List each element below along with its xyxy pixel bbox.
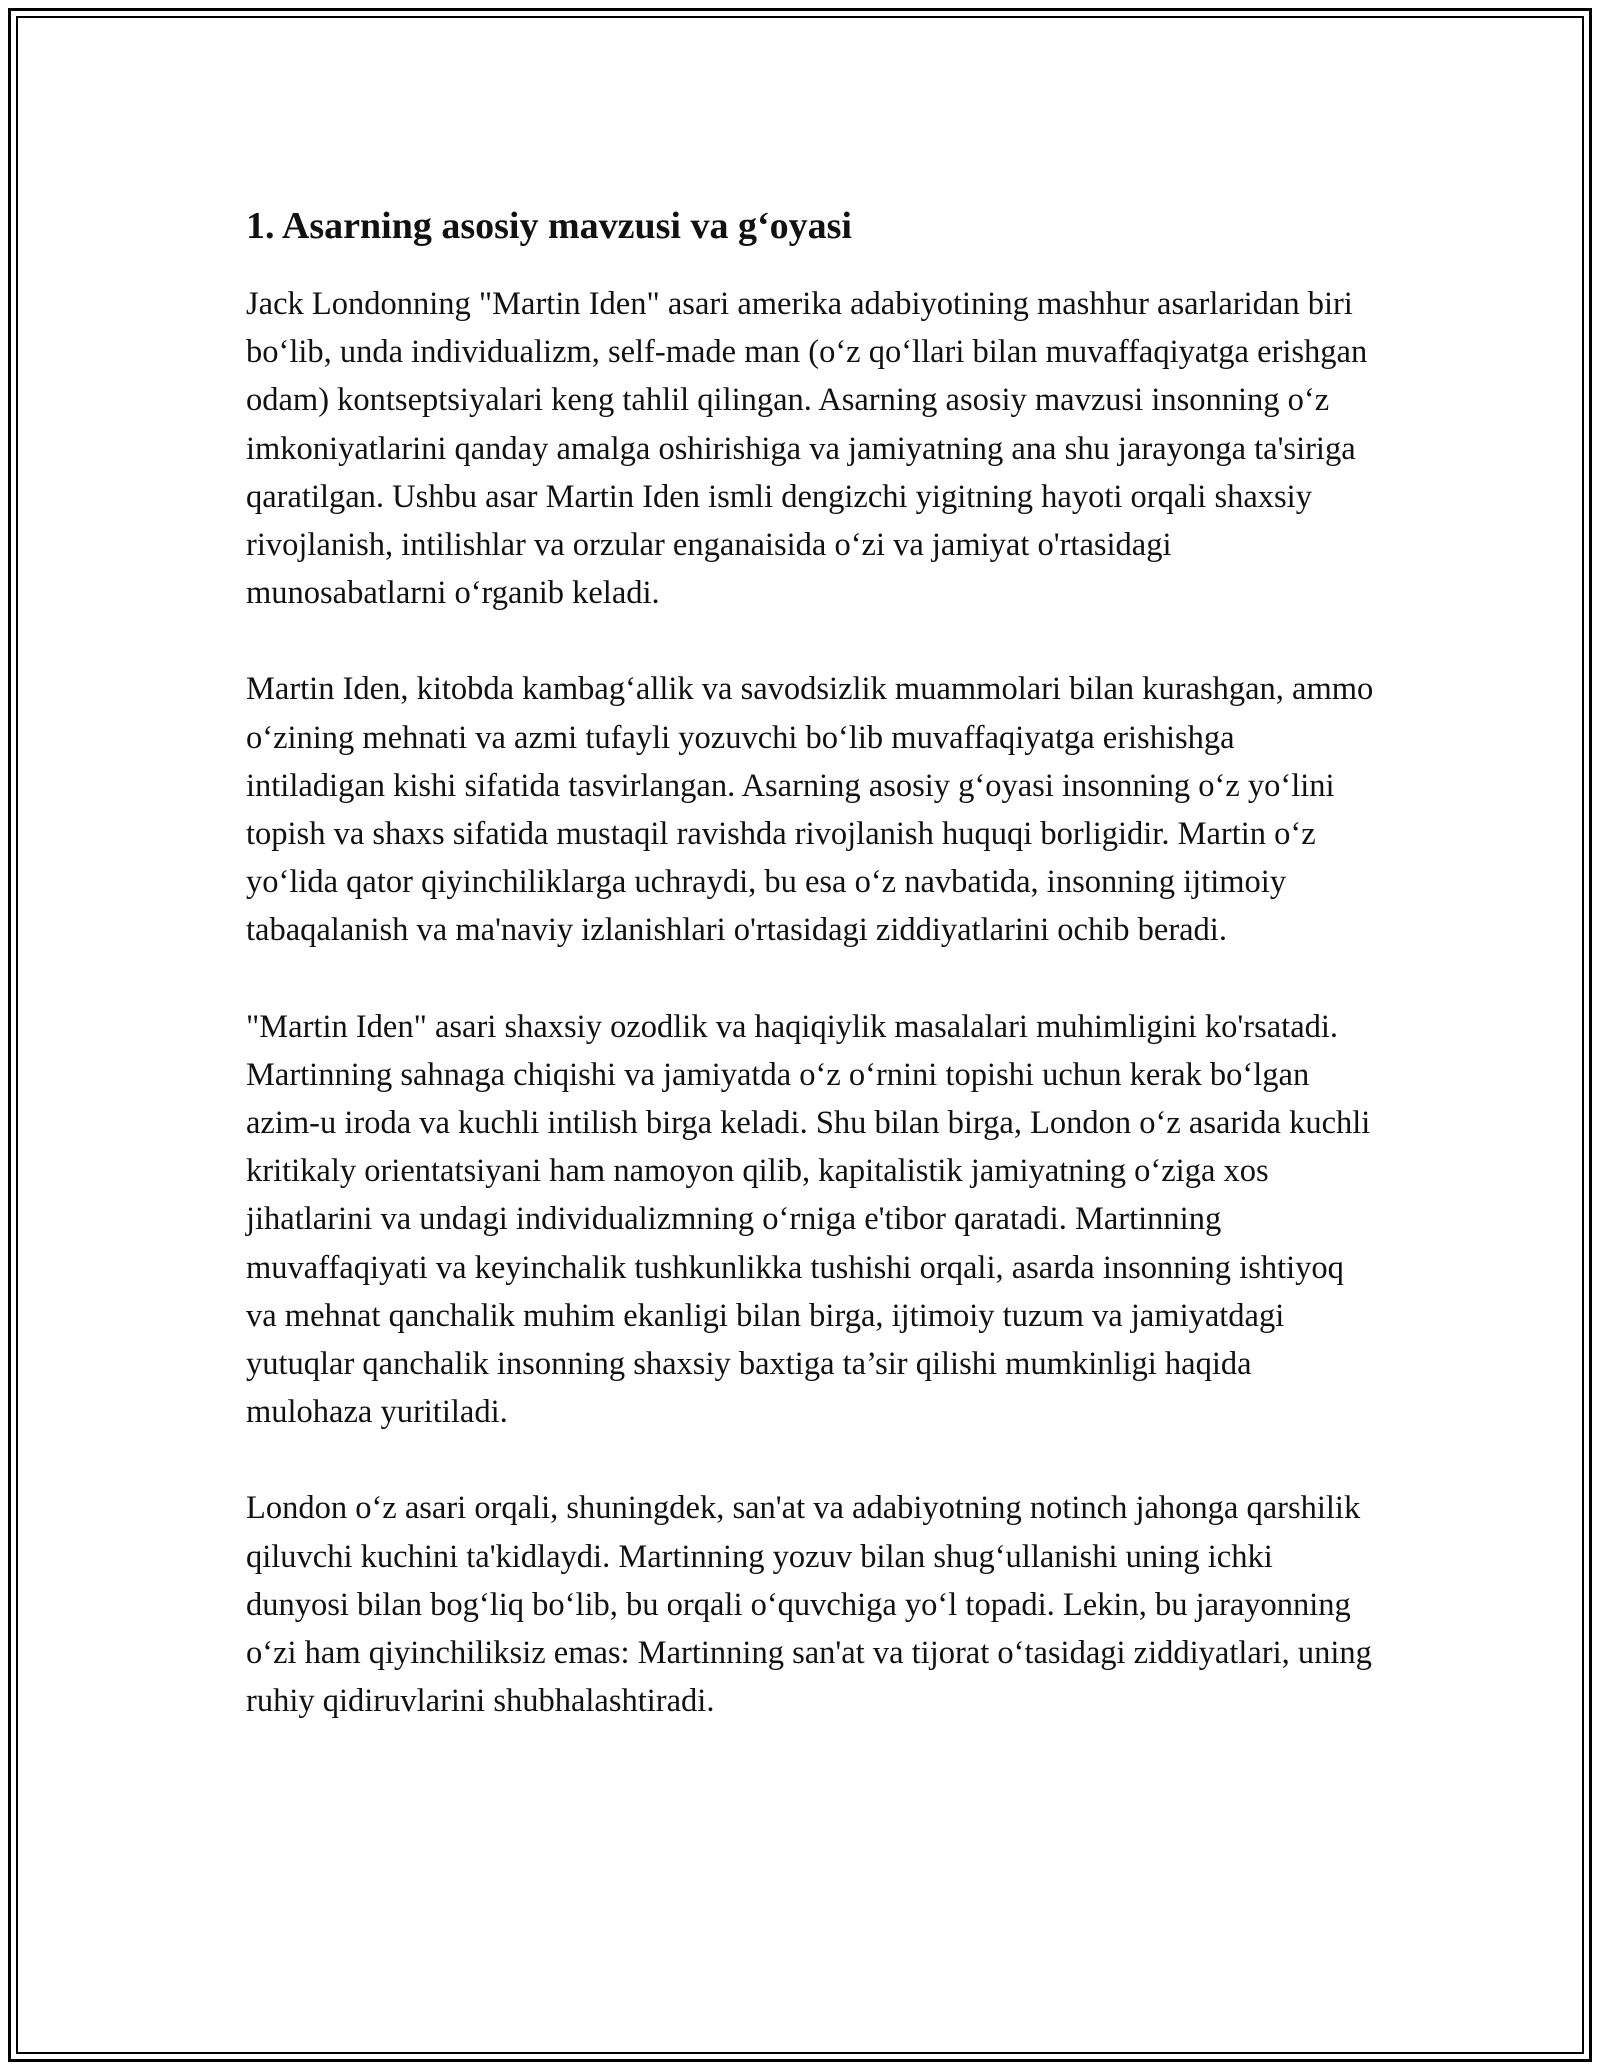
paragraph-1: Jack Londonning "Martin Iden" asari amerika adabiyotining mashhur asarlaridan biri bo‘lib, unda individualizm, self-made man (o‘z qo‘llari bilan muvaffaqiyatga erishgan odam) kontseptsiyalari keng tahlil qilingan. Asarning asosiy mavzusi insonning o‘z imkoniyatlarini qanday amalga oshirishiga va jamiyatning ana shu jarayonga ta'siriga qaratilgan. Ushbu asar Martin Iden ismli dengizchi yigitning hayoti orqali shaxsiy rivojlanish, intilishlar va orzular enganaisida o‘zi va jamiyat o'rtasidagi munosabatlarni o‘rganib keladi. <box>246 286 1368 612</box>
section-heading: 1. Asarning asosiy mavzusi va g‘oyasi <box>246 205 852 247</box>
page-border <box>8 8 1592 2062</box>
paragraph-4: London o‘z asari orqali, shuningdek, san'at va adabiyotning notinch jahonga qarshilik qiluvchi kuchini ta'kidlaydi. Martinning yozuv bilan shug‘ullanishi uning ichki dunyosi bilan bog‘liq bo‘lib, bu orqali o‘quvchiga yo‘l topadi. Lekin, bu jarayonning o‘zi ham qiyinchiliksiz emas: Martinning san'at va tijorat o‘tasidagi ziddiyatlari, uning ruhiy qidiruvlarini shubhalashtiradi. <box>246 1490 1372 1720</box>
paragraph-3: "Martin Iden" asari shaxsiy ozodlik va haqiqiylik masalalari muhimligini ko'rsatadi. Martinning sahnaga chiqishi va jamiyatda o‘z o‘rnini topishi uchun kerak bo‘lgan azim-u iroda va kuchli intilish birga keladi. Shu bilan birga, London o‘z asarida kuchli kritikaly orientatsiyani ham namoyon qilib, kapitalistik jamiyatning o‘ziga xos jihatlarini va undagi individualizmning o‘rniga e'tibor qaratadi. Martinning muvaffaqiyati va keyinchalik tushkunlikka tushishi orqali, asarda insonning ishtiyoq va mehnat qanchalik muhim ekanligi bilan birga, ijtimoiy tuzum va jamiyatdagi yutuqlar qanchalik insonning shaxsiy baxtiga ta’sir qilishi mumkinligi haqida mulohaza yuritiladi. <box>246 1008 1371 1431</box>
document-body <box>246 196 1376 1773</box>
paragraph-2: Martin Iden, kitobda kambag‘allik va savodsizlik muammolari bilan kurashgan, ammo o‘zining mehnati va azmi tufayli yozuvchi bo‘lib muvaffaqiyatga erishishga intiladigan kishi sifatida tasvirlangan. Asarning asosiy g‘oyasi insonning o‘z yo‘lini topish va shaxs sifatida mustaqil ravishda rivojlanish huquqi borligidir. Martin o‘z yo‘lida qator qiyinchiliklarga uchraydi, bu esa o‘z navbatida, insonning ijtimoiy tabaqalanish va ma'naviy izlanishlari o'rtasidagi ziddiyatlarini ochib beradi. <box>246 671 1374 949</box>
